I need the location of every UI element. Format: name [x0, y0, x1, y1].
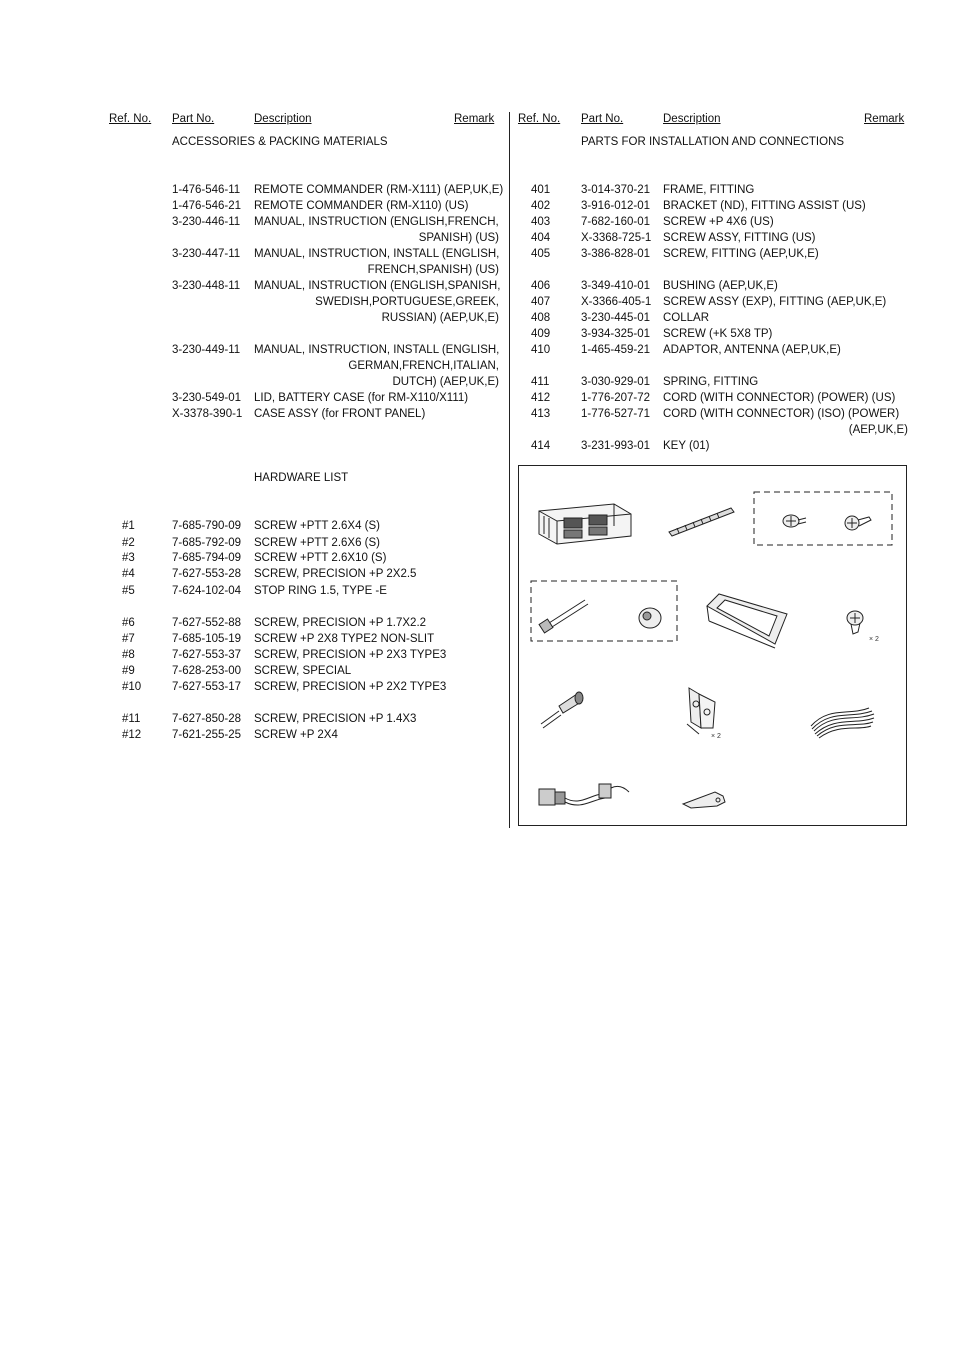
screw-icon — [783, 515, 806, 527]
part-no: 1-776-207-72 — [581, 392, 651, 404]
description: SCREW, PRECISION +P 2X2 TYPE3 — [254, 681, 447, 693]
part-no: 7-685-794-09 — [172, 552, 242, 564]
power-cord-icon — [811, 708, 874, 738]
description: SCREW +PTT 2.6X10 (S) — [254, 552, 387, 564]
part-no: 7-627-553-28 — [172, 568, 242, 580]
description: COLLAR — [663, 312, 710, 324]
part-no: 7-627-553-37 — [172, 649, 242, 661]
parts-illustration — [518, 465, 907, 826]
part-no: 1-465-459-21 — [581, 344, 651, 356]
ref-no: #5 — [122, 585, 135, 597]
description-continued: DUTCH) (AEP,UK,E) — [392, 376, 499, 388]
column-divider — [509, 112, 510, 828]
key-icon — [683, 792, 725, 808]
description: CASE ASSY (for FRONT PANEL) — [254, 408, 426, 420]
description: SCREW, FITTING (AEP,UK,E) — [663, 248, 819, 260]
description: ADAPTOR, ANTENNA (AEP,UK,E) — [663, 344, 841, 356]
description: BRACKET (ND), FITTING ASSIST (US) — [663, 200, 866, 212]
ref-no: 408 — [531, 312, 551, 324]
parts-drawing — [519, 466, 908, 827]
screw-assy-icon — [539, 600, 588, 633]
part-no: X-3368-725-1 — [581, 232, 652, 244]
part-no: 7-627-552-88 — [172, 617, 242, 629]
description: CORD (WITH CONNECTOR) (ISO) (POWER) — [663, 408, 900, 420]
ref-no: #11 — [122, 713, 141, 725]
bushing-icon — [639, 608, 661, 628]
description: SCREW +P 4X6 (US) — [663, 216, 774, 228]
frame-fitting-icon — [539, 504, 631, 544]
ref-no: 412 — [531, 392, 551, 404]
part-no: 3-230-449-11 — [172, 344, 241, 356]
ref-no: #9 — [122, 665, 135, 677]
description: SCREW +P 2X8 TYPE2 NON-SLIT — [254, 633, 435, 645]
description: SCREW, PRECISION +P 1.7X2.2 — [254, 617, 427, 629]
part-no: 7-682-160-01 — [581, 216, 651, 228]
ref-no: 411 — [531, 376, 550, 388]
description: SCREW, PRECISION +P 1.4X3 — [254, 713, 417, 725]
right-header-part-no: Part No. — [581, 113, 624, 125]
description: SCREW +PTT 2.6X6 (S) — [254, 537, 381, 549]
part-no: 3-916-012-01 — [581, 200, 651, 212]
ref-no: 404 — [531, 232, 551, 244]
right-header-description: Description — [663, 113, 721, 125]
ref-no: 405 — [531, 248, 551, 260]
description: CORD (WITH CONNECTOR) (POWER) (US) — [663, 392, 896, 404]
screw-icon — [847, 611, 863, 634]
description: STOP RING 1.5, TYPE -E — [254, 585, 387, 597]
part-no: 7-628-253-00 — [172, 665, 242, 677]
part-no: 3-230-549-01 — [172, 392, 242, 404]
description: LID, BATTERY CASE (for RM-X110/X111) — [254, 392, 469, 404]
description-continued: (AEP,UK,E) — [848, 424, 908, 436]
right-header-remark: Remark — [864, 113, 905, 125]
accessories-section-title: ACCESSORIES & PACKING MATERIALS — [172, 136, 388, 148]
hardware-list-title: HARDWARE LIST — [254, 472, 349, 484]
part-no: X-3378-390-1 — [172, 408, 243, 420]
ref-no: 402 — [531, 200, 551, 212]
collar-icon — [707, 594, 787, 648]
iso-cord-icon — [539, 784, 629, 805]
installation-section-title: PARTS FOR INSTALLATION AND CONNECTIONS — [581, 136, 845, 148]
ref-no: #2 — [122, 537, 135, 549]
description: KEY (01) — [663, 440, 710, 452]
description: FRAME, FITTING — [663, 184, 755, 196]
part-no: 7-627-553-17 — [172, 681, 242, 693]
part-no: 3-014-370-21 — [581, 184, 651, 196]
ref-no: #6 — [122, 617, 135, 629]
description-continued: FRENCH,SPANISH) (US) — [367, 264, 499, 276]
ref-no: 410 — [531, 344, 551, 356]
description-continued: SWEDISH,PORTUGUESE,GREEK, — [315, 296, 499, 308]
quantity-label: × 2 — [869, 636, 879, 643]
left-header-part-no: Part No. — [172, 113, 215, 125]
description: REMOTE COMMANDER (RM-X110) (US) — [254, 200, 469, 212]
ref-no: #4 — [122, 568, 135, 580]
part-no: 7-621-255-25 — [172, 729, 242, 741]
description: SCREW ASSY (EXP), FITTING (AEP,UK,E) — [663, 296, 887, 308]
description: SCREW ASSY, FITTING (US) — [663, 232, 816, 244]
description: SCREW, SPECIAL — [254, 665, 352, 677]
description-continued: GERMAN,FRENCH,ITALIAN, — [348, 360, 499, 372]
ref-no: 403 — [531, 216, 551, 228]
ref-no: 409 — [531, 328, 551, 340]
description: MANUAL, INSTRUCTION, INSTALL (ENGLISH, — [254, 344, 500, 356]
ref-no: 414 — [531, 440, 551, 452]
screw-icon — [845, 516, 871, 530]
right-header-ref-no: Ref. No. — [518, 113, 561, 125]
ref-no: 401 — [531, 184, 551, 196]
description-continued: RUSSIAN) (AEP,UK,E) — [381, 312, 499, 324]
description: MANUAL, INSTRUCTION (ENGLISH,SPANISH, — [254, 280, 501, 292]
left-header-description: Description — [254, 113, 312, 125]
spring-fitting-icon — [687, 688, 715, 734]
description: MANUAL, INSTRUCTION (ENGLISH,FRENCH, — [254, 216, 499, 228]
ref-no: #1 — [122, 520, 135, 532]
description: SCREW (+K 5X8 TP) — [663, 328, 773, 340]
ref-no: 413 — [531, 408, 551, 420]
ref-no: 406 — [531, 280, 551, 292]
ref-no: #3 — [122, 552, 135, 564]
part-no: 1-776-527-71 — [581, 408, 651, 420]
description: BUSHING (AEP,UK,E) — [663, 280, 778, 292]
description: MANUAL, INSTRUCTION, INSTALL (ENGLISH, — [254, 248, 500, 260]
ref-no: 407 — [531, 296, 551, 308]
part-no: 3-934-325-01 — [581, 328, 651, 340]
ref-no: #8 — [122, 649, 135, 661]
part-no: 1-476-546-21 — [172, 200, 242, 212]
part-no: 3-230-445-01 — [581, 312, 651, 324]
part-no: 3-386-828-01 — [581, 248, 651, 260]
part-no: X-3366-405-1 — [581, 296, 652, 308]
bracket-icon — [669, 508, 734, 536]
part-no: 7-685-792-09 — [172, 537, 242, 549]
ref-no: #12 — [122, 729, 142, 741]
description: SCREW +PTT 2.6X4 (S) — [254, 520, 381, 532]
quantity-label: × 2 — [711, 733, 721, 740]
ref-no: #10 — [122, 681, 142, 693]
description: SCREW, PRECISION +P 2X3 TYPE3 — [254, 649, 447, 661]
description: SCREW, PRECISION +P 2X2.5 — [254, 568, 417, 580]
part-no: 7-624-102-04 — [172, 585, 242, 597]
left-header-ref-no: Ref. No. — [109, 113, 152, 125]
part-no: 3-230-448-11 — [172, 280, 241, 292]
part-no: 1-476-546-11 — [172, 184, 241, 196]
part-no: 7-685-790-09 — [172, 520, 242, 532]
part-no: 3-030-929-01 — [581, 376, 651, 388]
description: SPRING, FITTING — [663, 376, 759, 388]
left-header-remark: Remark — [454, 113, 495, 125]
part-no: 3-349-410-01 — [581, 280, 651, 292]
part-no: 7-685-105-19 — [172, 633, 242, 645]
description: SCREW +P 2X4 — [254, 729, 338, 741]
part-no: 3-230-446-11 — [172, 216, 241, 228]
part-no: 3-230-447-11 — [172, 248, 241, 260]
antenna-adaptor-icon — [541, 692, 583, 728]
part-no: 3-231-993-01 — [581, 440, 651, 452]
part-no: 7-627-850-28 — [172, 713, 242, 725]
ref-no: #7 — [122, 633, 135, 645]
description: REMOTE COMMANDER (RM-X111) (AEP,UK,E) — [254, 184, 504, 196]
description-continued: SPANISH) (US) — [418, 232, 499, 244]
